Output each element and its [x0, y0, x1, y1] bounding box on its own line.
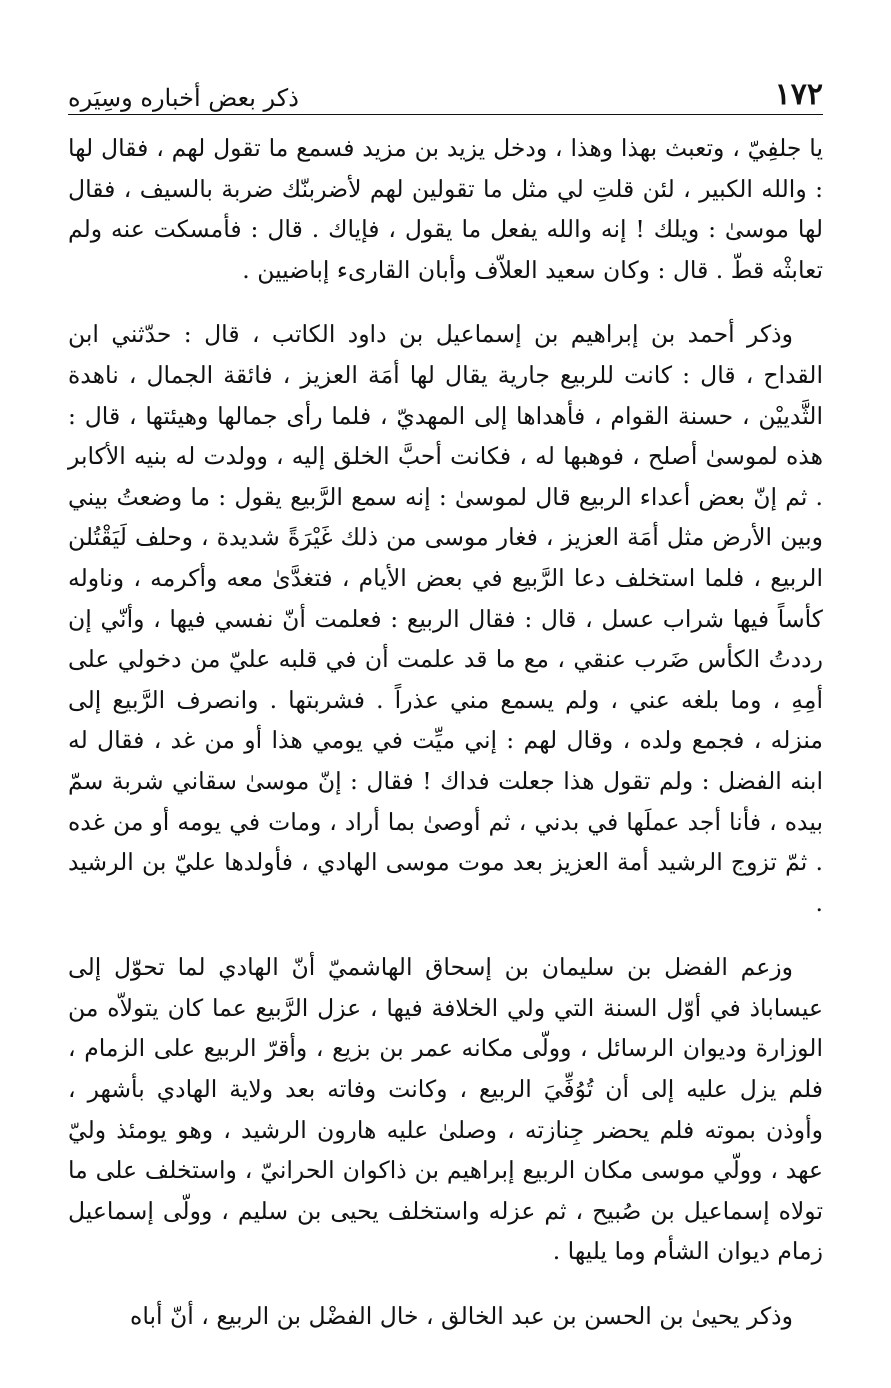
- page-body: [68, 128, 823, 1337]
- paragraph: وذكر أحمد بن إبراهيم بن إسماعيل بن داود الكاتب ، قال : حدّثني ابن القداح ، قال : كانت للربيع جارية يقال لها أمَة العزيز ، فائقة الجمال ، ناهدة الثَّدييْن ، حسنة القوام ، فأهداها إلى المهديّ ، فلما رأى جمالها وهيئتها ، قال : هذه لموسىٰ أصلح ، فوهبها له ، فكانت أحبَّ الخلق إليه ، وولدت له بنيه الأكابر . ثم إنّ بعض أعداء الربيع قال لموسىٰ : إنه سمع الرَّبيع يقول : ما وضعتُ بيني وبين الأرض مثل أمَة العزيز ، فغار موسى من ذلك غَيْرَةً شديدة ، وحلف لَيَقْتُلن الربيع ، فلما استخلف دعا الرَّبيع في بعض الأيام ، فتغدَّىٰ معه وأكرمه ، وناوله كأساً فيها شراب عسل ، قال : فقال الربيع : فعلمت أنّ نفسي فيها ، وأنّي إن رددتُ الكأس ضَرب عنقي ، مع ما قد علمت أن في قلبه عليّ من دخولي على أمِهِ ، وما بلغه عني ، ولم يسمع مني عذراً . فشربتها . وانصرف الرَّبيع إلى منزله ، فجمع ولده ، وقال لهم : إني ميِّت في يومي هذا أو من غد ، فقال له ابنه الفضل : ولم تقول هذا جعلت فداك ! فقال : إنّ موسىٰ سقاني شربة سمّ بيده ، فأنا أجد عملَها في بدني ، ثم أوصىٰ بما أراد ، ومات في يومه أو من غده . ثمّ تزوج الرشيد أمة العزيز بعد موت موسى الهادي ، فأولدها عليّ بن الرشيد .: [68, 320, 823, 917]
- paragraph: وزعم الفضل بن سليمان بن إسحاق الهاشميّ أنّ الهادي لما تحوّل إلى عيساباذ في أوّل السنة التي ولي الخلافة فيها ، عزل الرَّبيع عما كان يتولاّه من الوزارة وديوان الرسائل ، وولّى مكانه عمر بن بزيع ، وأقرّ الربيع على الزمام ، فلم يزل عليه إلى أن تُوُفِّيَ الربيع ، وكانت وفاته بعد ولاية الهادي بأشهر ، وأوذن بموته فلم يحضر جِنازته ، وصلىٰ عليه هارون الرشيد ، وهو يومئذ وليّ عهد ، وولّي موسى مكان الربيع إبراهيم بن ذاكوان الحرانيّ ، واستخلف على ما تولاه إسماعيل بن صُبيح ، ثم عزله واستخلف يحيى بن سليم ، وولّى إسماعيل زمام ديوان الشأم وما يليها .: [68, 953, 823, 1266]
- paragraph: وذكر يحيىٰ بن الحسن بن عبد الخالق ، خال الفضْل بن الربيع ، أنّ أباه: [130, 1302, 793, 1331]
- paragraph: يا جلفِيّ ، وتعبث بهذا وهذا ، ودخل يزيد بن مزيد فسمع ما تقول لهم ، فقال لها : والله الكبير ، لئن قلتِ لي مثل ما تقولين لهم لأضربنّك ضربة بالسيف ، فقال لها موسىٰ : ويلك ! إنه والله يفعل ما يقول ، فإياك . قال : فأمسكت عنه ولم تعابثْه قطّ . قال : وكان سعيد العلاّف وأبان القارىء إباضيين .: [68, 134, 823, 284]
- page-number: ١٧٢: [774, 77, 823, 112]
- page-header: [68, 70, 823, 115]
- running-title: ذكر بعض أخباره وسِيَره: [68, 84, 299, 112]
